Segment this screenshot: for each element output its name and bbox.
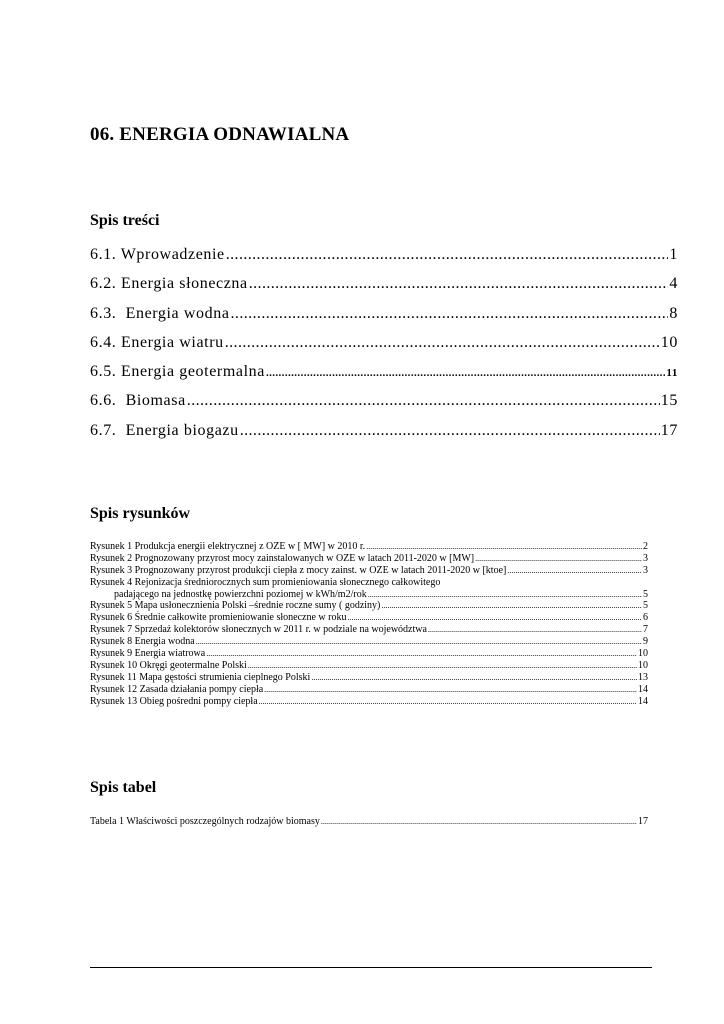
- dot-leader: [428, 624, 642, 636]
- figure-entry-label: Rysunek 7 Sprzedaż kolektorów słonecznych w 2011 r. w podziale na województwa: [90, 624, 427, 636]
- figure-entry[interactable]: [90, 565, 648, 577]
- dot-leader: [264, 684, 637, 696]
- figure-entry[interactable]: [90, 577, 648, 589]
- toc-entry[interactable]: [90, 305, 678, 334]
- toc-entry[interactable]: [90, 422, 678, 451]
- dot-leader: [249, 275, 669, 293]
- figure-entry-label: Rysunek 6 Średnie całkowite promieniowanie słoneczne w roku: [90, 612, 347, 624]
- figure-entry-page: 10: [638, 659, 648, 671]
- figure-entry-label: Rysunek 11 Mapa gęstości strumienia cieplnego Polski: [90, 671, 311, 683]
- figure-entry-page: 14: [638, 683, 648, 695]
- toc-entry-page: 15: [660, 392, 678, 410]
- dot-leader: [226, 246, 669, 264]
- figure-entry[interactable]: [90, 696, 648, 708]
- toc-entry[interactable]: [90, 334, 678, 363]
- figure-entry[interactable]: [90, 600, 648, 612]
- figure-entry[interactable]: [90, 541, 648, 553]
- toc-entry-label: 6.4. Energia wiatru: [90, 333, 224, 351]
- figure-entry[interactable]: [90, 636, 648, 648]
- figure-entry[interactable]: [90, 553, 648, 565]
- figure-entry[interactable]: [90, 648, 648, 660]
- dot-leader: [347, 612, 642, 624]
- toc-entry-page: 1: [669, 246, 678, 263]
- dot-leader: [187, 392, 660, 410]
- dot-leader: [231, 305, 669, 323]
- dot-leader: [311, 672, 637, 684]
- figure-entry[interactable]: [90, 660, 648, 672]
- figure-entry-label: Rysunek 9 Energia wiatrowa: [90, 648, 206, 660]
- dot-leader: [225, 334, 660, 352]
- tables-heading: Spis tabel: [90, 779, 157, 796]
- figure-entry-page: 13: [638, 671, 648, 683]
- figures-heading: Spis rysunków: [90, 505, 191, 522]
- table-entry-label: Tabela 1 Właściwości poszczególnych rodzajów biomasy: [90, 816, 320, 827]
- toc-entry[interactable]: [90, 392, 678, 421]
- dot-leader: [196, 636, 642, 648]
- dot-leader: [266, 367, 665, 379]
- figure-entry-page: 5: [643, 588, 648, 600]
- table-entry-page: 17: [638, 816, 648, 827]
- figure-entry[interactable]: [90, 684, 648, 696]
- dot-leader: [206, 648, 637, 660]
- dot-leader: [259, 696, 637, 708]
- toc-entry-label: 6.1. Wprowadzenie: [90, 246, 225, 263]
- toc-entry-label: 6.2. Energia słoneczna: [90, 275, 248, 293]
- toc-entry-label: 6.5. Energia geotermalna: [90, 363, 265, 381]
- figure-entry-page: 5: [643, 600, 648, 612]
- table-entry[interactable]: [90, 816, 648, 828]
- figure-entry-label: Rysunek 4 Rejonizacja średniorocznych sum promieniowania słonecznego całkowitego: [90, 576, 441, 588]
- figure-entry-label: Rysunek 5 Mapa usłonecznienia Polski –średnie roczne sumy ( godziny): [90, 600, 381, 612]
- figure-entry-label: Rysunek 3 Prognozowany przyrost produkcji ciepła z mocy zainst. w OZE w latach 2011-2020 w [ktoe]: [90, 564, 507, 576]
- dot-leader: [368, 589, 642, 601]
- toc-entry[interactable]: [90, 363, 678, 392]
- chapter-title: 06. ENERGIA ODNAWIALNA: [90, 124, 350, 145]
- figure-entry[interactable]: [90, 612, 648, 624]
- dot-leader: [366, 541, 642, 553]
- dot-leader: [381, 600, 642, 612]
- footer-rule: [90, 967, 652, 968]
- figure-entry-label: Rysunek 10 Okręgi geotermalne Polski: [90, 659, 247, 671]
- figure-entry-page: 10: [638, 648, 648, 660]
- figure-entry-label: padającego na jednostkę powierzchni poziomej w kWh/m2/rok: [114, 588, 367, 600]
- figure-entry-label: Rysunek 2 Prognozowany przyrost mocy zainstalowanych w OZE w latach 2011-2020 w [MW]: [90, 552, 475, 564]
- list-of-figures: [90, 541, 648, 707]
- figure-entry-page: 3: [643, 564, 648, 576]
- figure-entry-label: Rysunek 1 Produkcja energii elektrycznej z OZE w [ MW] w 2010 r.: [90, 541, 366, 552]
- toc-entry-label: 6.3. Energia wodna: [90, 304, 230, 322]
- figure-entry-page: 3: [643, 552, 648, 564]
- figure-entry-label: Rysunek 12 Zasada działania pompy ciepła: [90, 683, 264, 695]
- figure-entry-label: Rysunek 13 Obieg pośredni pompy ciepła: [90, 695, 258, 707]
- toc-entry[interactable]: [90, 246, 678, 275]
- toc-entry-label: 6.7. Energia biogazu: [90, 421, 239, 439]
- dot-leader: [321, 816, 637, 828]
- figure-entry[interactable]: [90, 624, 648, 636]
- dot-leader: [475, 553, 642, 565]
- toc-entry[interactable]: [90, 275, 678, 304]
- figure-entry-page: 14: [638, 695, 648, 707]
- toc-entry-page: 8: [669, 304, 678, 322]
- figure-entry-page: 9: [643, 636, 648, 648]
- toc-entry-page: 10: [660, 333, 678, 351]
- dot-leader: [507, 565, 642, 577]
- figure-entry-label: Rysunek 8 Energia wodna: [90, 636, 195, 648]
- list-of-tables: [90, 816, 648, 828]
- table-of-contents: [90, 246, 678, 451]
- figure-entry-page: 7: [643, 624, 648, 636]
- dot-leader: [240, 422, 660, 440]
- toc-entry-page: 17: [660, 421, 678, 439]
- toc-heading: Spis treści: [90, 212, 160, 229]
- dot-leader: [248, 660, 637, 672]
- figure-entry[interactable]: [90, 672, 648, 684]
- figure-entry-page: 2: [643, 541, 648, 552]
- toc-entry-page: 11: [666, 367, 678, 380]
- toc-entry-label: 6.6. Biomasa: [90, 392, 186, 410]
- toc-entry-page: 4: [669, 275, 678, 293]
- figure-entry-page: 6: [643, 612, 648, 624]
- figure-entry-continuation[interactable]: [90, 589, 648, 601]
